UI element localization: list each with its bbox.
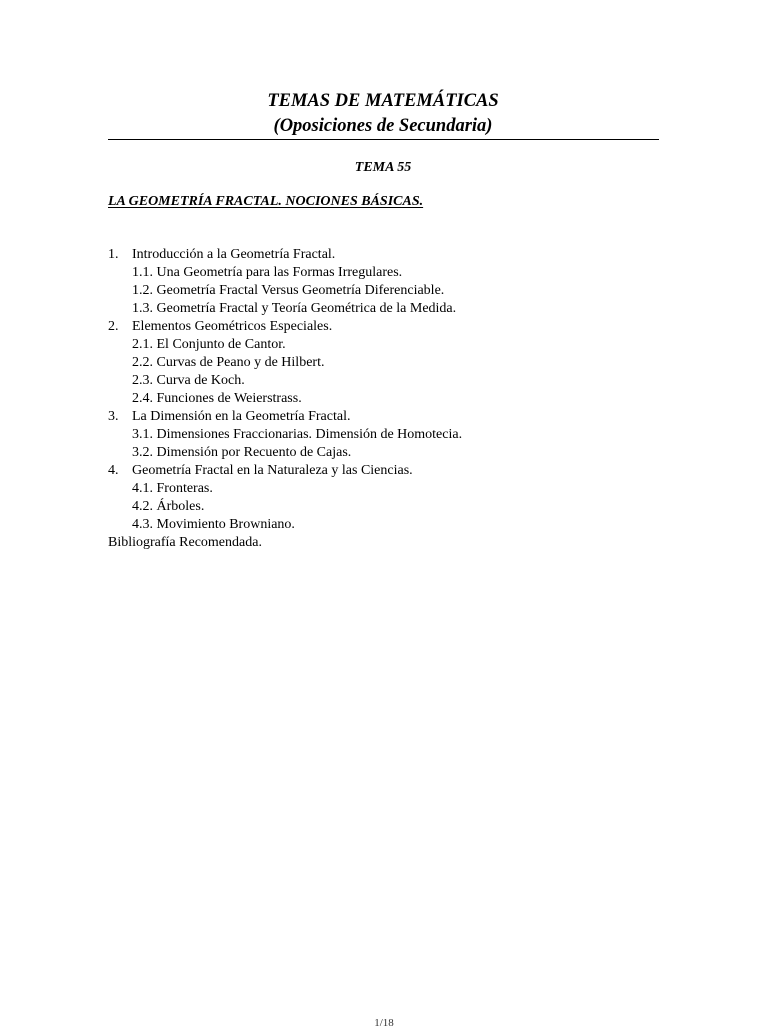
- toc-item-text: Elementos Geométricos Especiales.: [132, 319, 333, 334]
- toc-subitem: [108, 300, 668, 318]
- toc-item: [108, 246, 668, 264]
- toc-item: [108, 462, 668, 480]
- toc-subitem: [108, 282, 668, 300]
- document-title: LA GEOMETRÍA FRACTAL. NOCIONES BÁSICAS.: [108, 194, 424, 209]
- toc-subitem: [108, 444, 668, 462]
- toc-subitem-text: 4.2. Árboles.: [132, 499, 205, 514]
- toc-subitem-text: 3.2. Dimensión por Recuento de Cajas.: [132, 445, 352, 460]
- toc-subitem-text: 1.2. Geometría Fractal Versus Geometría Diferenciable.: [132, 283, 445, 298]
- toc-subitem-text: 2.1. El Conjunto de Cantor.: [132, 337, 286, 352]
- toc-item-number: 1.: [108, 247, 119, 262]
- toc-item-number: 2.: [108, 319, 119, 334]
- toc-subitem-text: 1.3. Geometría Fractal y Teoría Geométrica de la Medida.: [132, 301, 457, 316]
- toc-subitem: [108, 426, 668, 444]
- toc-subitem-text: 3.1. Dimensiones Fraccionarias. Dimensión de Homotecia.: [132, 427, 463, 442]
- toc-bibliography: [108, 534, 668, 552]
- toc-subitem: [108, 480, 668, 498]
- header-subtitle: (Oposiciones de Secundaria): [273, 116, 493, 136]
- toc-subitem: [108, 390, 668, 408]
- toc-item-text: Geometría Fractal en la Naturaleza y las Ciencias.: [132, 463, 413, 478]
- toc-subitem: [108, 372, 668, 390]
- toc-subitem: [108, 354, 668, 372]
- toc-item: [108, 408, 668, 426]
- page-number: 1/18: [374, 1017, 394, 1029]
- header-title: TEMAS DE MATEMÁTICAS: [267, 91, 499, 111]
- toc-subitem: [108, 264, 668, 282]
- toc-subitem-text: 2.3. Curva de Koch.: [132, 373, 245, 388]
- toc-subitem-text: 2.2. Curvas de Peano y de Hilbert.: [132, 355, 325, 370]
- tema-label: TEMA 55: [354, 160, 412, 175]
- toc-item-number: 3.: [108, 409, 119, 424]
- toc-bibliography-text: Bibliografía Recomendada.: [108, 535, 262, 550]
- header-divider: [108, 139, 659, 140]
- toc-item: [108, 318, 668, 336]
- toc-subitem-text: 4.3. Movimiento Browniano.: [132, 517, 295, 532]
- toc-subitem-text: 2.4. Funciones de Weierstrass.: [132, 391, 302, 406]
- toc-item-number: 4.: [108, 463, 119, 478]
- toc-item-text: La Dimensión en la Geometría Fractal.: [132, 409, 351, 424]
- table-of-contents: [108, 246, 668, 552]
- toc-subitem: [108, 498, 668, 516]
- toc-subitem-text: 1.1. Una Geometría para las Formas Irregulares.: [132, 265, 403, 280]
- toc-item-text: Introducción a la Geometría Fractal.: [132, 247, 336, 262]
- toc-subitem: [108, 516, 668, 534]
- toc-subitem: [108, 336, 668, 354]
- toc-subitem-text: 4.1. Fronteras.: [132, 481, 213, 496]
